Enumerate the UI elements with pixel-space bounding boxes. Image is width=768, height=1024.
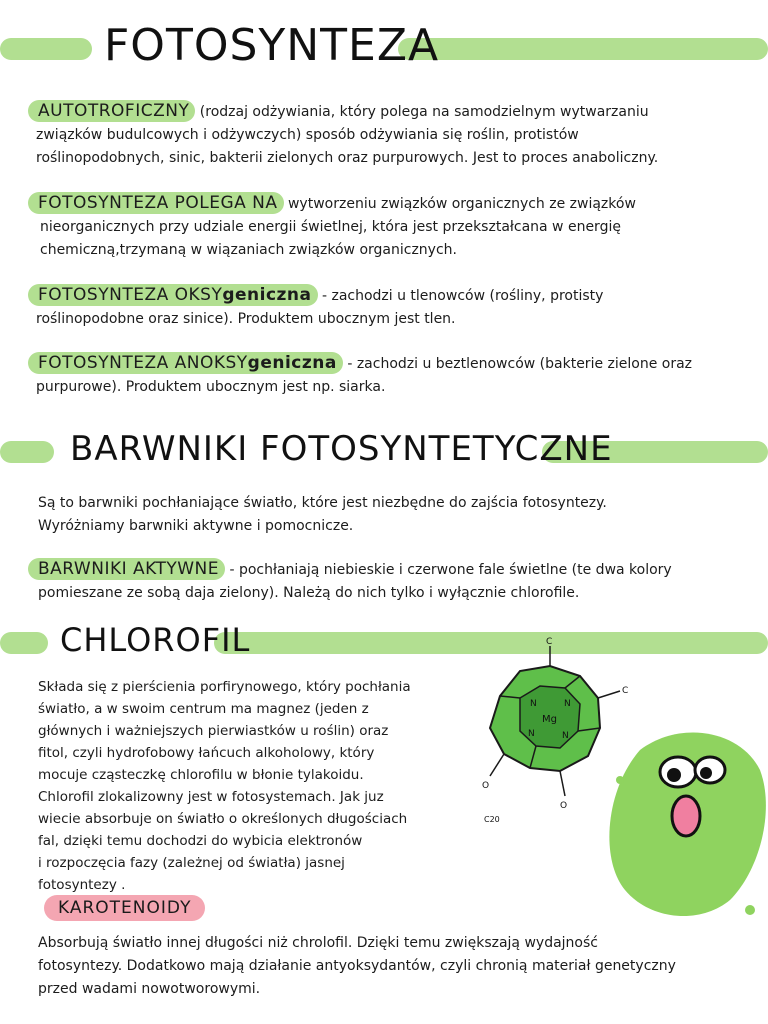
side-chain bbox=[490, 754, 504, 776]
oksy-term bbox=[28, 284, 318, 306]
chlorofil-line: światło, a w swoim centrum ma magnez (jeden z bbox=[38, 701, 369, 717]
oksy-paragraph bbox=[28, 284, 748, 331]
chlorofil-line: mocuje cząsteczkę chlorofilu w błonie tylakoidu. bbox=[38, 767, 364, 783]
n-label: N bbox=[564, 699, 571, 709]
anoksy-line2: purpurowe). Produktem ubocznym jest np. siarka. bbox=[36, 379, 386, 395]
c20-label: C20 bbox=[484, 815, 500, 824]
anoksy-paragraph bbox=[28, 352, 748, 399]
title-band-right bbox=[398, 38, 768, 60]
oksy-term-suffix: geniczna bbox=[222, 285, 312, 305]
chlorofil-heading: CHLOROFIL bbox=[60, 621, 251, 659]
open-mouth bbox=[672, 796, 700, 836]
title-band-left bbox=[0, 38, 92, 60]
aktywne-line2: pomieszane ze sobą daja zielony). Należą do nich tylko i wyłącznie chlorofile. bbox=[38, 585, 580, 601]
polega-line2: nieorganicznych przy udziale energii świetlnej, która jest przekształcana w energię bbox=[40, 219, 621, 235]
barwniki-intro bbox=[38, 492, 748, 538]
blob-splatter bbox=[745, 905, 755, 915]
polega-term: FOTOSYNTEZA POLEGA NA bbox=[28, 192, 284, 214]
c-label: C bbox=[622, 686, 629, 696]
anoksy-term-suffix: geniczna bbox=[247, 353, 337, 373]
o-label: O bbox=[560, 801, 568, 811]
barwniki-line1: Są to barwniki pochłaniające światło, które jest niezbędne do zajścia fotosyntezy. bbox=[38, 495, 607, 511]
karotenoidy-label: KAROTENOIDY bbox=[44, 895, 205, 921]
mg-label: Mg bbox=[542, 714, 557, 725]
page-title: FOTOSYNTEZA bbox=[104, 20, 440, 71]
autotroficzny-paragraph bbox=[28, 100, 748, 170]
side-chain bbox=[598, 691, 620, 698]
oksy-line2: roślinopodobne oraz sinice). Produktem ubocznym jest tlen. bbox=[36, 311, 456, 327]
chlorofil-paragraph bbox=[38, 676, 478, 896]
polega-paragraph bbox=[28, 192, 748, 262]
anoksy-line1: - zachodzi u beztlenowców (bakterie zielone oraz bbox=[347, 356, 693, 372]
n-label: N bbox=[528, 729, 535, 739]
n-label: N bbox=[562, 731, 569, 741]
chlorofil-line: Chlorofil zlokalizowny jest w fotosystemach. Jak juz bbox=[38, 789, 384, 805]
n-label: N bbox=[530, 699, 537, 709]
barwniki-band-left bbox=[0, 441, 54, 463]
green-blob-character-illustration bbox=[600, 720, 768, 930]
polega-line3: chemiczną,trzymaną w wiązaniach związków organicznych. bbox=[40, 242, 457, 258]
left-pupil bbox=[667, 768, 681, 782]
karotenoidy-paragraph bbox=[38, 932, 748, 1001]
chlorofil-line: i rozpoczęcia fazy (zależnej od światła) jasnej bbox=[38, 855, 345, 871]
chlorofil-line: fotosyntezy . bbox=[38, 877, 126, 893]
autotroficzny-line2: związków budulcowych i odżywczych) sposób odżywiania się roślin, protistów bbox=[36, 127, 579, 143]
chlorofil-line: fitol, czyli hydrofobowy łańcuch alkoholowy, który bbox=[38, 745, 375, 761]
polega-line1: wytworzeniu związków organicznych ze związków bbox=[287, 196, 636, 212]
oksy-term-prefix: FOTOSYNTEZA OKSY bbox=[38, 285, 223, 305]
chlorofil-line: Składa się z pierścienia porfirynowego, który pochłania bbox=[38, 679, 411, 695]
chlorofil-line: głównych i ważniejszych pierwiastków u roślin) oraz bbox=[38, 723, 389, 739]
chlorofil-line: wiecie absorbuje on światło o określonych długościach bbox=[38, 811, 408, 827]
chlorofil-band-left bbox=[0, 632, 48, 654]
barwniki-line2: Wyróżniamy barwniki aktywne i pomocnicze. bbox=[38, 518, 354, 534]
right-pupil bbox=[700, 767, 712, 779]
anoksy-term-prefix: FOTOSYNTEZA ANOKSY bbox=[38, 353, 248, 373]
side-chain bbox=[560, 771, 565, 796]
blob-splatter bbox=[616, 776, 624, 784]
karotenoidy-line2: fotosyntezy. Dodatkowo mają działanie antyoksydantów, czyli chronią materiał genetyczny bbox=[38, 958, 676, 974]
aktywne-line1: - pochłaniają niebieskie i czerwone fale świetlne (te dwa kolory bbox=[229, 562, 672, 578]
aktywne-term: BARWNIKI AKTYWNE bbox=[28, 558, 225, 580]
o-label: O bbox=[482, 781, 490, 791]
chlorofil-line: fal, dzięki temu dochodzi do wybicia elektronów bbox=[38, 833, 363, 849]
karotenoidy-line3: przed wadami nowotworowymi. bbox=[38, 981, 261, 997]
karotenoidy-line1: Absorbują światło innej długości niż chrolofil. Dzięki temu zwiększają wydajność bbox=[38, 935, 598, 951]
autotroficzny-line1: (rodzaj odżywiania, który polega na samodzielnym wytwarzaniu bbox=[199, 104, 649, 120]
anoksy-term bbox=[28, 352, 343, 374]
autotroficzny-line3: roślinopodobnych, sinic, bakterii zielonych oraz purpurowych. Jest to proces anaboliczny. bbox=[36, 150, 659, 166]
oksy-line1: - zachodzi u tlenowców (rośliny, protisty bbox=[321, 288, 604, 304]
autotroficzny-term: AUTOTROFICZNY bbox=[28, 100, 195, 122]
c-label: C bbox=[546, 637, 553, 647]
barwniki-heading: BARWNIKI FOTOSYNTETYCZNE bbox=[70, 429, 613, 469]
aktywne-paragraph bbox=[28, 558, 748, 605]
